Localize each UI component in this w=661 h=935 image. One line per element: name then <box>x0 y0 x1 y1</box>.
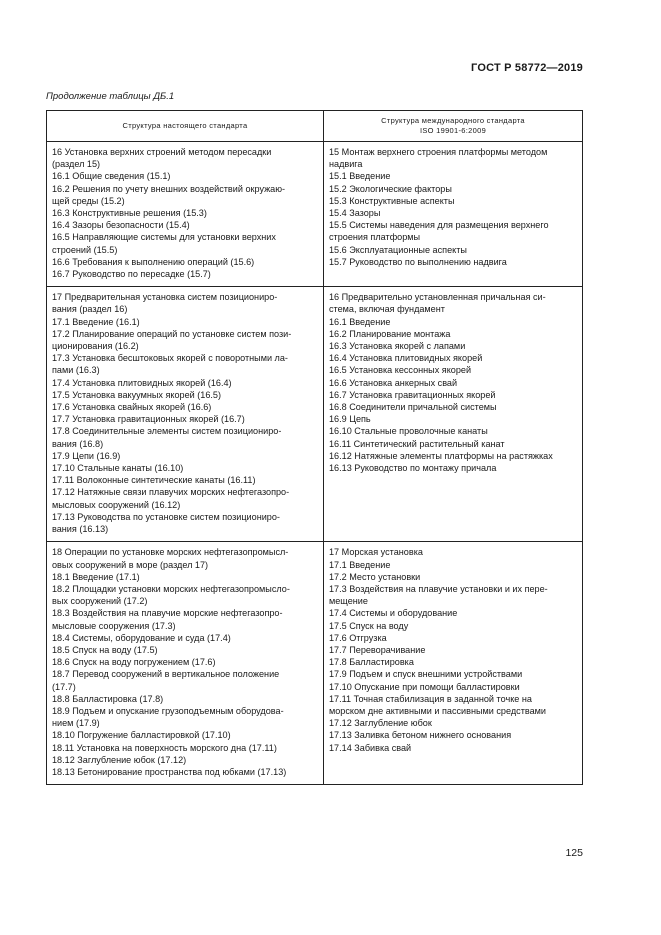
cell-line: 15.4 Зазоры <box>329 208 381 219</box>
cell-line: 17.11 Волоконные синтетические канаты (16.11) <box>52 475 256 486</box>
cell-line: 16.8 Соединители причальной системы <box>329 402 497 413</box>
cell-line: щей среды (15.2) <box>52 195 125 206</box>
cell-line: 18.11 Установка на поверхность морского дна (17.11) <box>52 742 277 753</box>
cell-line: 17.12 Заглубление юбок <box>329 718 432 729</box>
cell-line: 17.13 Заливка бетоном нижнего основания <box>329 730 512 741</box>
cell-line: 18.1 Введение (17.1) <box>52 571 140 582</box>
cell-line: 17.4 Системы и оборудование <box>329 608 458 619</box>
national-structure-cell <box>47 142 324 287</box>
cell-line: 18.7 Перевод сооружений в вертикальное положение <box>52 669 280 680</box>
national-structure-cell <box>47 542 324 785</box>
cell-line: 17.4 Установка плитовидных якорей (16.4) <box>52 377 232 388</box>
cell-line: 17.11 Точная стабилизация в заданной точке на <box>329 693 532 704</box>
cell-line: 17.1 Введение <box>329 559 391 570</box>
cell-line: 16 Установка верхних строений методом пересадки <box>52 147 272 157</box>
cell-line: 18.13 Бетонирование пространства под юбками (17.13) <box>52 766 287 777</box>
cell-line: 15.5 Системы наведения для размещения верхнего <box>329 220 549 231</box>
column-header-international <box>324 111 583 142</box>
cell-line: 16.1 Введение <box>329 316 391 327</box>
cell-line: (раздел 15) <box>52 159 101 170</box>
cell-line: 18.4 Системы, оборудование и суда (17.4) <box>52 632 231 643</box>
cell-line: 16.11 Синтетический растительный канат <box>329 438 505 449</box>
cell-line: 17.8 Соединительные элементы систем позициониро- <box>52 426 282 437</box>
international-structure-cell <box>324 142 583 287</box>
cell-line: 18 Операции по установке морских нефтегазопромысл- <box>52 547 289 558</box>
cell-line: 16.6 Установка анкерных свай <box>329 377 458 388</box>
cell-line: 16.12 Натяжные элементы платформы на растяжках <box>329 450 553 461</box>
cell-line: 17.12 Натяжные связи плавучих морских нефтегазопро- <box>52 487 290 498</box>
cell-line: нием (17.9) <box>52 718 100 729</box>
document-code: ГОСТ Р 58772—2019 <box>471 62 583 74</box>
cell-line: 15.3 Конструктивные аспекты <box>329 195 455 206</box>
cell-line: 17.2 Место установки <box>329 571 421 582</box>
table-body <box>47 142 583 785</box>
cell-line: 17.8 Балластировка <box>329 657 414 668</box>
international-structure-cell <box>324 542 583 785</box>
cell-line: вых сооружений (17.2) <box>52 596 148 607</box>
national-structure-cell <box>47 287 324 542</box>
cell-line: 16.5 Направляющие системы для установки верхних <box>52 232 276 243</box>
cell-line: надвига <box>329 159 363 170</box>
cell-line: 17.5 Спуск на воду <box>329 620 409 631</box>
international-structure-cell <box>324 287 583 542</box>
cell-line: строения платформы <box>329 232 421 243</box>
cell-line: 18.10 Погружение балластировкой (17.10) <box>52 730 231 741</box>
cell-line: 17.14 Забивка свай <box>329 742 412 753</box>
cell-line: 16.4 Зазоры безопасности (15.4) <box>52 220 190 231</box>
cell-line: 16.10 Стальные проволочные канаты <box>329 426 488 437</box>
cell-line: 16.13 Руководство по монтажу причала <box>329 463 497 474</box>
page-number: 125 <box>565 847 583 859</box>
cell-line: 16.1 Общие сведения (15.1) <box>52 171 171 182</box>
cell-line: 17.5 Установка вакуумных якорей (16.5) <box>52 389 222 400</box>
cell-line: мысловых сооружений (16.12) <box>52 499 181 510</box>
column-header-line: Структура международного стандарта <box>381 116 525 125</box>
cell-line: 17.13 Руководства по установке систем позициониро- <box>52 511 280 522</box>
cell-line: 17.10 Стальные канаты (16.10) <box>52 463 184 474</box>
cell-line: 18.9 Подъем и опускание грузоподъемным оборудова- <box>52 705 284 716</box>
cell-line: 16.2 Решения по учету внешних воздействий окружаю- <box>52 183 286 194</box>
table-header-row <box>47 111 583 142</box>
cell-line: 15.1 Введение <box>329 171 391 182</box>
cell-line: 17.1 Введение (16.1) <box>52 316 140 327</box>
cell-line: 18.12 Заглубление юбок (17.12) <box>52 754 187 765</box>
cell-line: 18.3 Воздействия на плавучие морские нефтегазопро- <box>52 608 283 619</box>
cell-line: вания (16.13) <box>52 524 109 535</box>
cell-line: 16.4 Установка плитовидных якорей <box>329 353 483 364</box>
cell-line: 17.2 Планирование операций по установке систем пози- <box>52 328 292 339</box>
cell-line: 17 Предварительная установка систем позициониро- <box>52 292 278 303</box>
cell-line: вания (раздел 16) <box>52 304 128 315</box>
table-caption: Продолжение таблицы ДБ.1 <box>46 91 175 102</box>
cell-line: 18.5 Спуск на воду (17.5) <box>52 644 158 655</box>
cell-line: вания (16.8) <box>52 438 104 449</box>
cell-line: овых сооружений в море (раздел 17) <box>52 559 209 570</box>
table-row <box>47 287 583 542</box>
table-row <box>47 142 583 287</box>
cell-line: 16.3 Установка якорей с лапами <box>329 341 466 352</box>
cell-line: 16.2 Планирование монтажа <box>329 328 451 339</box>
cell-line: 18.8 Балластировка (17.8) <box>52 693 164 704</box>
cell-line: 17.6 Отгрузка <box>329 632 387 643</box>
table-row <box>47 542 583 785</box>
cell-line: 18.6 Спуск на воду погружением (17.6) <box>52 657 216 668</box>
cell-line: 16.6 Требования к выполнению операций (15.6) <box>52 256 255 267</box>
cell-line: пами (16.3) <box>52 365 100 376</box>
cell-line: 17.10 Опускание при помощи балластировки <box>329 681 520 692</box>
column-header-national <box>47 111 324 142</box>
cell-line: 17.7 Установка гравитационных якорей (16.7) <box>52 414 245 425</box>
cell-line: 17.3 Воздействия на плавучие установки и их пере- <box>329 583 548 594</box>
cell-line: 15.6 Эксплуатационные аспекты <box>329 244 467 255</box>
cell-line: стема, включая фундамент <box>329 304 445 315</box>
cell-line: 16.9 Цепь <box>329 414 371 425</box>
cell-line: 17.9 Подъем и спуск внешними устройствами <box>329 669 523 680</box>
comparison-table <box>46 110 583 785</box>
cell-line: 16.7 Руководство по пересадке (15.7) <box>52 269 211 280</box>
cell-line: 17.3 Установка бесштоковых якорей с поворотными ла- <box>52 353 288 364</box>
cell-line: 16.5 Установка кессонных якорей <box>329 365 472 376</box>
cell-line: строений (15.5) <box>52 244 118 255</box>
cell-line: 16.7 Установка гравитационных якорей <box>329 389 496 400</box>
cell-line: 15.7 Руководство по выполнению надвига <box>329 256 507 267</box>
cell-line: мещение <box>329 596 368 607</box>
cell-line: 17 Морская установка <box>329 547 423 558</box>
column-header-line: Структура настоящего стандарта <box>122 121 248 130</box>
cell-line: 17.7 Переворачивание <box>329 644 426 655</box>
cell-line: мысловые сооружения (17.3) <box>52 620 176 631</box>
cell-line: 15.2 Экологические факторы <box>329 183 452 194</box>
cell-line: (17.7) <box>52 681 76 692</box>
cell-line: 15 Монтаж верхнего строения платформы методом <box>329 147 548 157</box>
cell-line: 18.2 Площадки установки морских нефтегазопромысло- <box>52 583 290 594</box>
column-header-line: ISO 19901-6:2009 <box>419 126 487 135</box>
cell-line: 17.6 Установка свайных якорей (16.6) <box>52 402 212 413</box>
cell-line: 17.9 Цепи (16.9) <box>52 450 121 461</box>
cell-line: морском дне активными и пассивными средствами <box>329 705 546 716</box>
cell-line: 16 Предварительно установленная причальная си- <box>329 292 546 303</box>
cell-line: 16.3 Конструктивные решения (15.3) <box>52 208 207 219</box>
cell-line: ционирования (16.2) <box>52 341 139 352</box>
